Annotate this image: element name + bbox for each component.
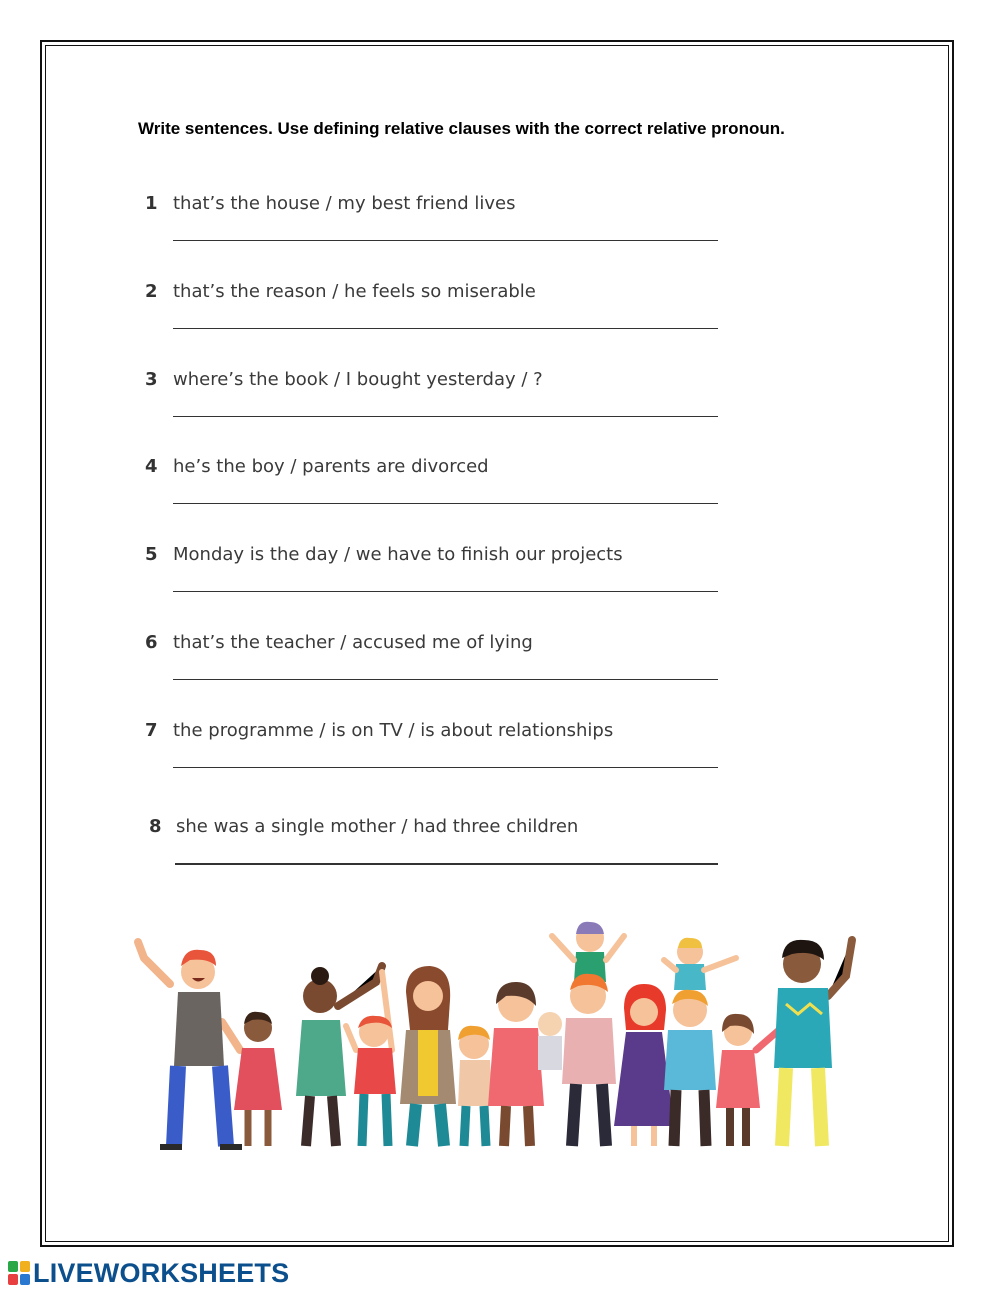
person-girl-pink-coat (716, 1014, 786, 1146)
group-of-people-icon (130, 900, 870, 1160)
answer-input-5[interactable] (173, 589, 718, 592)
instructions: Write sentences. Use defining relative clauses with the correct relative pronoun. (138, 119, 785, 138)
exercise-item-7 (145, 720, 745, 800)
person-man-with-girl-on-shoulders (664, 938, 736, 1146)
exercise-item-6 (145, 632, 745, 712)
item-prompt: where’s the book / I bought yesterday / ? (173, 369, 543, 390)
item-number: 7 (145, 720, 158, 741)
exercise-item-5 (145, 544, 745, 624)
answer-input-1[interactable] (173, 238, 718, 241)
exercise-item-8 (145, 816, 745, 896)
item-prompt: that’s the reason / he feels so miserable (173, 281, 536, 302)
exercise-item-2 (145, 281, 745, 361)
item-number: 3 (145, 369, 158, 390)
item-number: 8 (149, 816, 162, 837)
answer-input-3[interactable] (173, 414, 718, 417)
item-number: 2 (145, 281, 158, 302)
answer-input-2[interactable] (173, 326, 718, 329)
exercise-item-3 (145, 369, 745, 449)
brand-logo (8, 1258, 289, 1288)
person-man-right-waving (774, 940, 852, 1146)
item-number: 5 (145, 544, 158, 565)
brand-name: LIVEWORKSHEETS (33, 1257, 290, 1288)
answer-input-4[interactable] (173, 501, 718, 504)
item-prompt: Monday is the day / we have to finish our projects (173, 544, 623, 565)
answer-input-6[interactable] (173, 677, 718, 680)
person-boy-blonde (458, 1026, 492, 1146)
answer-input-8[interactable] (175, 861, 718, 865)
person-girl-pink-dress (234, 1012, 282, 1146)
item-prompt: he’s the boy / parents are divorced (173, 456, 489, 477)
person-man-with-child-on-shoulders (552, 922, 624, 1146)
answer-input-7[interactable] (173, 765, 718, 768)
item-number: 6 (145, 632, 158, 653)
item-prompt: that’s the house / my best friend lives (173, 193, 516, 214)
item-prompt: she was a single mother / had three children (176, 816, 579, 837)
liveworksheets-logo-icon (8, 1261, 30, 1285)
item-prompt: the programme / is on TV / is about relationships (173, 720, 614, 741)
exercise-item-1 (145, 193, 745, 273)
exercise-item-4 (145, 456, 745, 536)
item-number: 4 (145, 456, 158, 477)
person-woman-purple-dress (614, 984, 674, 1146)
item-number: 1 (145, 193, 158, 214)
person-man-left (138, 942, 242, 1150)
person-woman-yellow-top (400, 966, 456, 1146)
item-prompt: that’s the teacher / accused me of lying (173, 632, 533, 653)
person-woman-with-baby (488, 982, 562, 1146)
